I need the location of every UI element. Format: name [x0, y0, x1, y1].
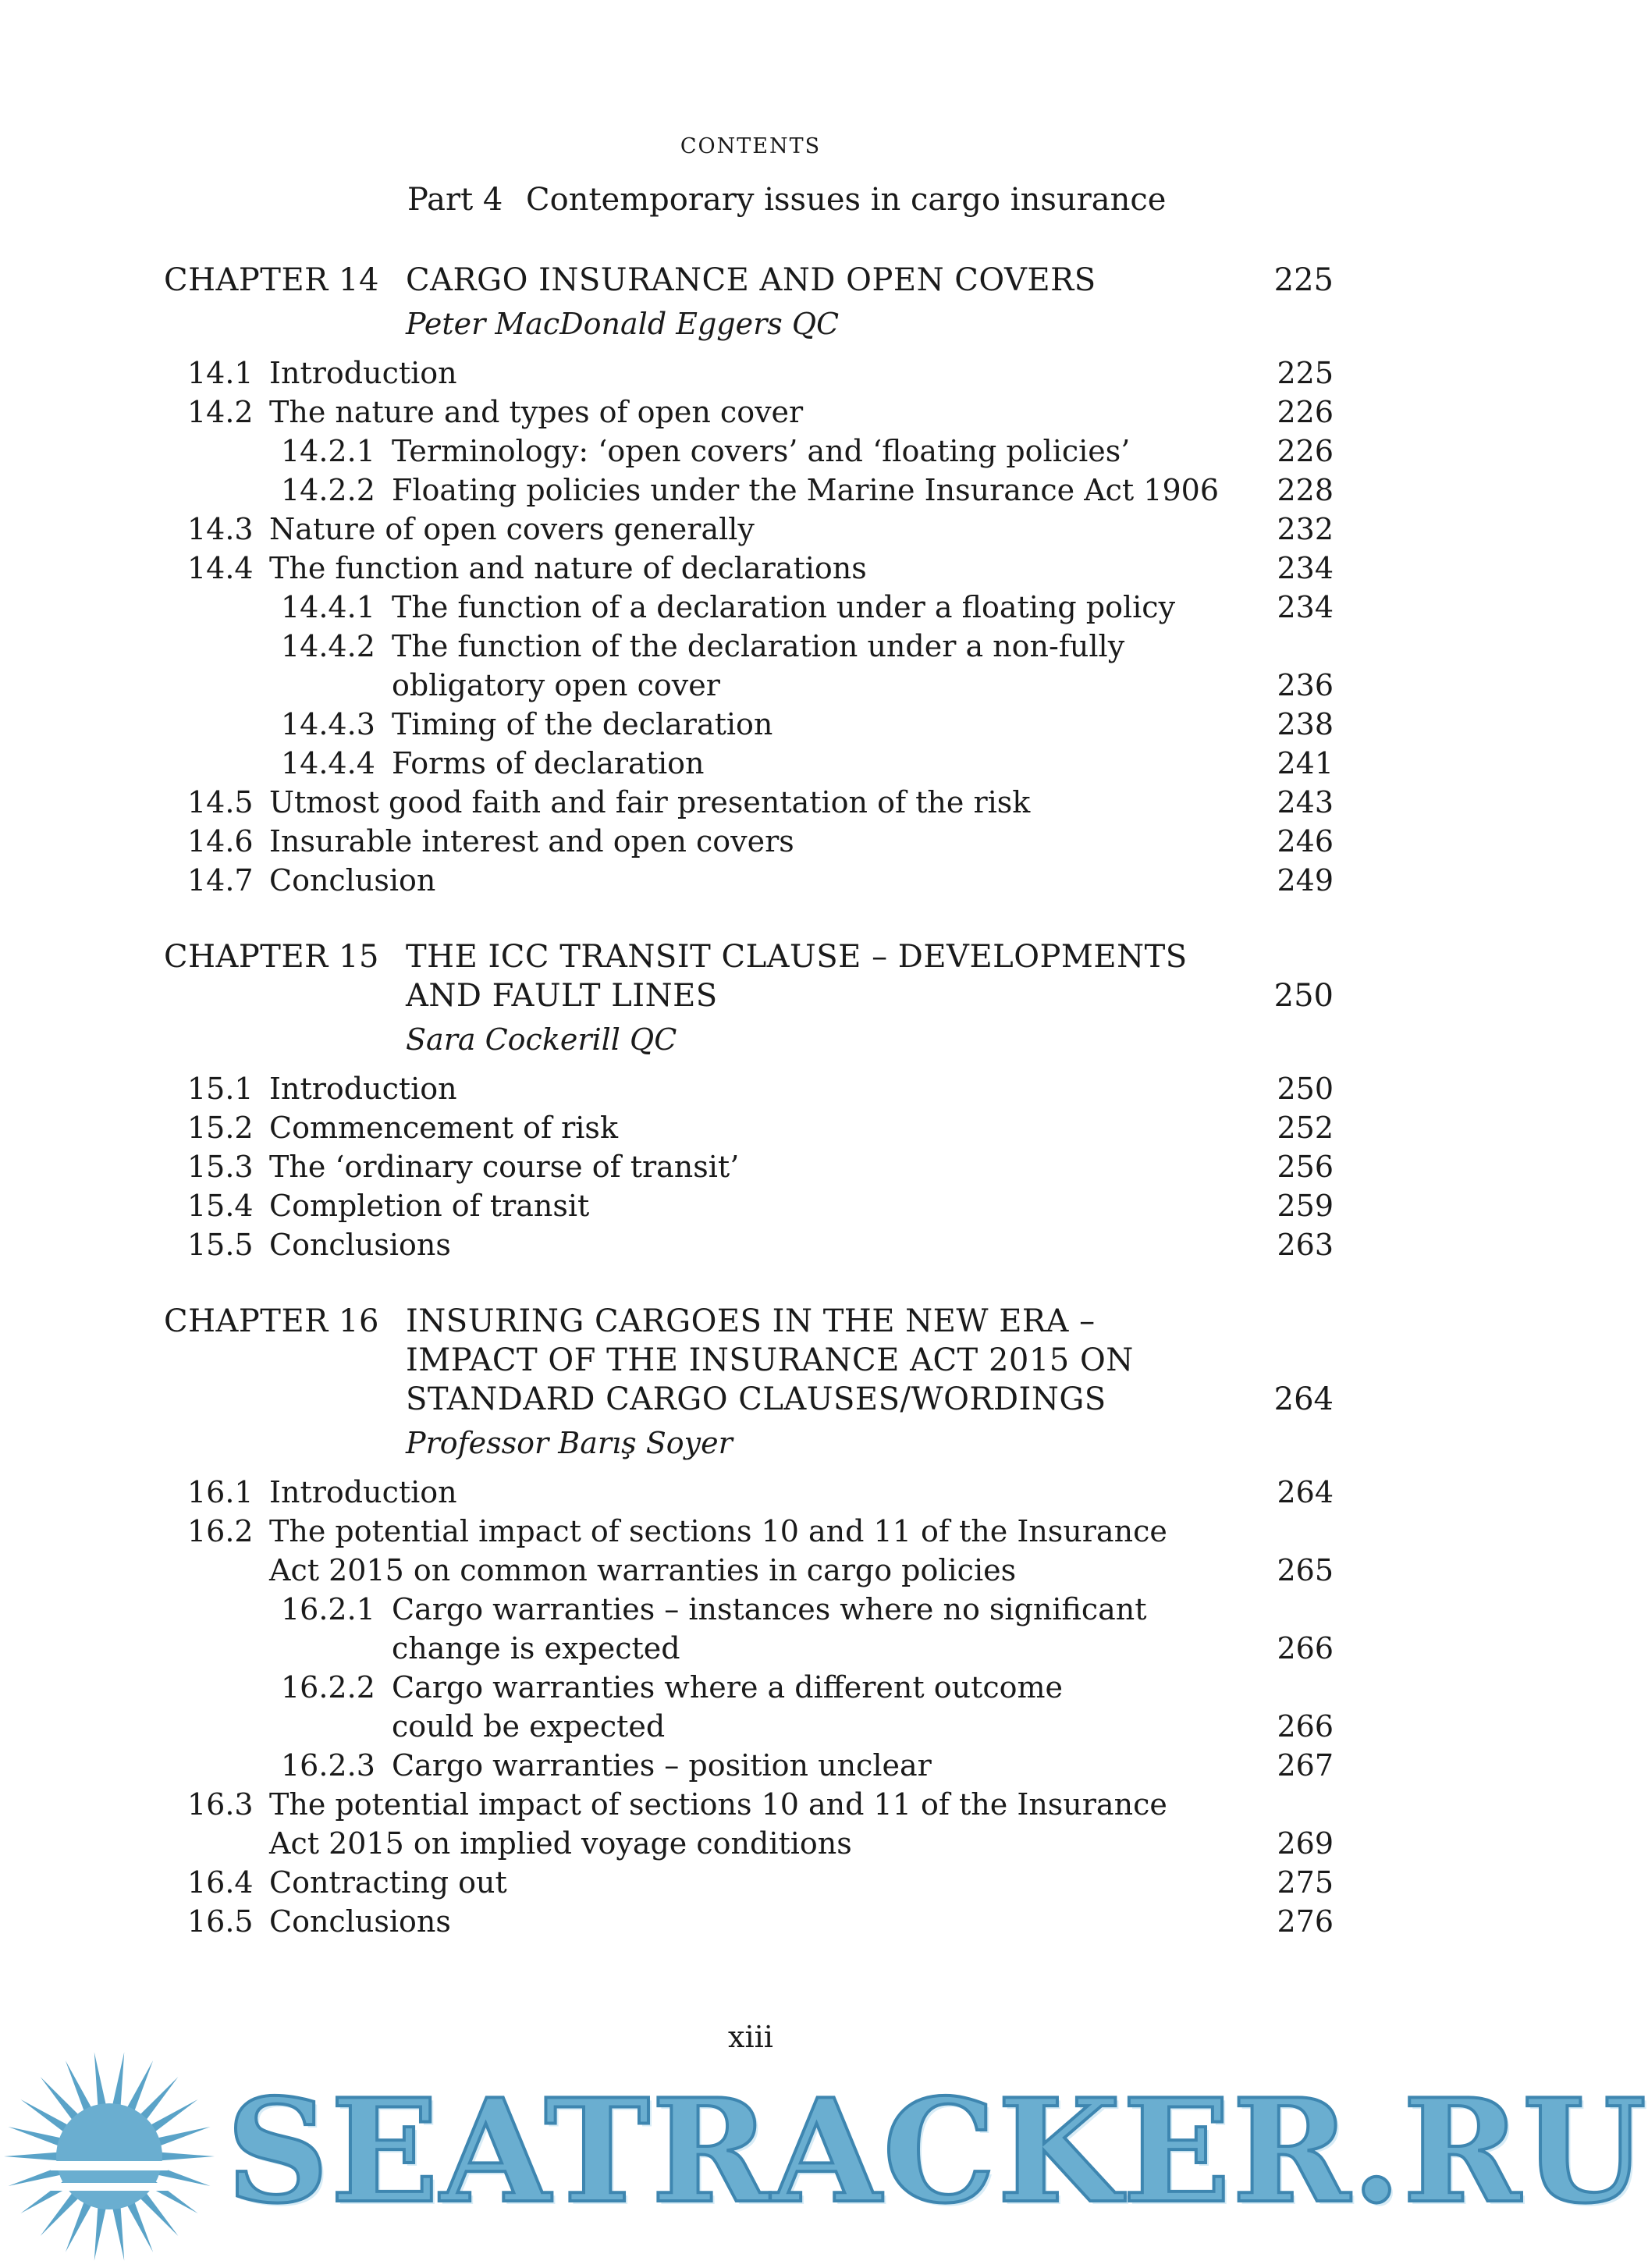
section-page-number: 249: [1277, 863, 1334, 898]
section-page-number: 269: [1277, 1826, 1334, 1861]
chapter-author: [0, 300, 1501, 354]
author-name: Peter MacDonald Eggers QC: [406, 307, 840, 341]
section-title: Introduction: [269, 1475, 457, 1509]
section-title: The function of the declaration under a non-fully: [392, 629, 1125, 663]
section-page-number: 259: [1277, 1189, 1334, 1223]
section-title: Cargo warranties where a different outcome: [392, 1670, 1064, 1705]
toc-entry: [0, 783, 1501, 822]
section-number: 14.6: [187, 824, 254, 858]
section-page-number: 276: [1277, 1904, 1334, 1939]
section-number: 16.3: [187, 1787, 254, 1822]
section-page-number: 232: [1277, 512, 1334, 546]
section-number: 14.7: [187, 863, 254, 898]
toc-entry: [0, 1147, 1501, 1186]
toc-entry: [0, 1902, 1501, 1941]
section-page-number: 267: [1277, 1748, 1334, 1783]
section-number: 16.4: [187, 1865, 254, 1900]
chapter-heading-line: [0, 261, 1501, 300]
toc-entry: [0, 471, 1501, 510]
section-page-number: 266: [1277, 1709, 1334, 1744]
chapter-title: THE ICC TRANSIT CLAUSE – DEVELOPMENTS: [406, 939, 1188, 975]
sun-burst-icon: [4, 2052, 215, 2260]
chapter-heading-line: [0, 1302, 1501, 1341]
chapter-author: [0, 1419, 1501, 1473]
page-folio: xiii: [728, 2020, 773, 2054]
section-page-number: 250: [1277, 1072, 1334, 1106]
section-title: Introduction: [269, 1072, 457, 1106]
section-number: 14.4.3: [281, 707, 375, 741]
section-page-number: 263: [1277, 1228, 1334, 1262]
toc-entry: [0, 1108, 1501, 1147]
toc-entry: [0, 1668, 1501, 1707]
chapter-page-number: 225: [1273, 262, 1334, 298]
chapter-title: STANDARD CARGO CLAUSES/WORDINGS: [406, 1381, 1106, 1417]
section-number: 14.1: [187, 356, 254, 390]
chapter-title: INSURING CARGOES IN THE NEW ERA –: [406, 1303, 1096, 1339]
section-number: 14.4.2: [281, 629, 375, 663]
section-page-number: 266: [1277, 1631, 1334, 1665]
watermark-text: SEATRACKER.RU: [226, 2067, 1648, 2234]
section-number: 14.5: [187, 785, 254, 819]
section-page-number: 226: [1277, 395, 1334, 429]
section-page-number: 225: [1277, 356, 1334, 390]
section-title: Introduction: [269, 356, 457, 390]
section-number: 14.4: [187, 551, 254, 585]
toc-entry: [0, 549, 1501, 588]
section-title-continued: Act 2015 on implied voyage conditions: [269, 1826, 852, 1861]
section-title-continued: obligatory open cover: [392, 668, 720, 702]
chapter-heading-line: [0, 1380, 1501, 1419]
chapter-label: CHAPTER 16: [164, 1303, 379, 1339]
chapter-title: CARGO INSURANCE AND OPEN COVERS: [406, 262, 1096, 298]
chapter-block: [0, 937, 1501, 1264]
toc-entry: [0, 432, 1501, 471]
toc-entry: [0, 393, 1501, 432]
sun-ray: [4, 2152, 61, 2160]
section-page-number: 236: [1277, 668, 1334, 702]
toc-entry: [0, 1551, 1501, 1590]
section-title: Cargo warranties – instances where no significant: [392, 1592, 1147, 1626]
section-title: Nature of open covers generally: [269, 512, 755, 546]
toc-entry: [0, 1590, 1501, 1629]
section-number: 15.2: [187, 1111, 254, 1145]
section-number: 16.2: [187, 1514, 254, 1548]
section-title: Cargo warranties – position unclear: [392, 1748, 932, 1783]
toc-entry: [0, 1186, 1501, 1225]
section-page-number: 234: [1277, 551, 1334, 585]
section-number: 16.2.1: [281, 1592, 375, 1626]
section-title: Forms of declaration: [392, 746, 705, 780]
section-title: The potential impact of sections 10 and 11 of the Insurance: [269, 1787, 1167, 1822]
section-title: Insurable interest and open covers: [269, 824, 794, 858]
sun-ray: [154, 2127, 211, 2147]
part-title: [407, 182, 1166, 218]
section-title: The function and nature of declarations: [269, 551, 867, 585]
toc-entry: [0, 1069, 1501, 1108]
section-title: The potential impact of sections 10 and 11 of the Insurance: [269, 1514, 1167, 1548]
sun-ray: [94, 2052, 107, 2109]
chapter-title: AND FAULT LINES: [406, 978, 718, 1014]
toc-entry: [0, 1473, 1501, 1512]
toc-entry: [0, 627, 1501, 666]
chapter-page-number: 264: [1273, 1381, 1334, 1417]
chapter-title: IMPACT OF THE INSURANCE ACT 2015 ON: [406, 1342, 1134, 1378]
toc-entry: [0, 1629, 1501, 1668]
chapter-heading-line: [0, 976, 1501, 1015]
section-number: 14.2.2: [281, 473, 375, 507]
part-heading: Contemporary issues in cargo insurance: [526, 182, 1167, 218]
section-title: Floating policies under the Marine Insurance Act 1906: [392, 473, 1219, 507]
section-title: Conclusion: [269, 863, 436, 898]
section-page-number: 275: [1277, 1865, 1334, 1900]
section-number: 16.1: [187, 1475, 254, 1509]
toc-entry: [0, 705, 1501, 744]
section-number: 15.1: [187, 1072, 254, 1106]
section-number: 14.2.1: [281, 434, 375, 468]
section-number: 16.5: [187, 1904, 254, 1939]
section-title: The ‘ordinary course of transit’: [269, 1150, 740, 1184]
section-number: 14.4.1: [281, 590, 375, 624]
chapter-author: [0, 1015, 1501, 1069]
toc-entry: [0, 822, 1501, 861]
section-title: Conclusions: [269, 1228, 451, 1262]
section-title: Completion of transit: [269, 1189, 590, 1223]
part-label: Part 4: [407, 182, 503, 218]
author-name: Professor Barış Soyer: [406, 1426, 733, 1460]
section-number: 15.5: [187, 1228, 254, 1262]
chapter-page-number: 250: [1273, 978, 1334, 1014]
toc-entry: [0, 861, 1501, 900]
section-number: 16.2.3: [281, 1748, 375, 1783]
sun-ray: [94, 2203, 107, 2260]
chapter-block: [0, 261, 1501, 900]
table-of-contents: [0, 261, 1501, 1978]
section-title: Utmost good faith and fair presentation of the risk: [269, 785, 1031, 819]
section-page-number: 252: [1277, 1111, 1334, 1145]
section-number: 14.3: [187, 512, 254, 546]
section-title-continued: change is expected: [392, 1631, 680, 1665]
section-page-number: 256: [1277, 1150, 1334, 1184]
section-title-continued: could be expected: [392, 1709, 666, 1744]
chapter-label: CHAPTER 15: [164, 939, 379, 975]
toc-entry: [0, 1225, 1501, 1264]
sun-ray: [112, 2052, 124, 2109]
section-page-number: 241: [1277, 746, 1334, 780]
section-page-number: 228: [1277, 473, 1334, 507]
sun-ray: [112, 2203, 124, 2260]
section-title: Conclusions: [269, 1904, 451, 1939]
section-number: 14.4.4: [281, 746, 375, 780]
toc-entry: [0, 1512, 1501, 1551]
chapter-heading-line: [0, 1341, 1501, 1380]
chapter-heading-line: [0, 937, 1501, 976]
toc-entry: [0, 354, 1501, 393]
section-page-number: 264: [1277, 1475, 1334, 1509]
author-name: Sara Cockerill QC: [406, 1022, 677, 1057]
toc-entry: [0, 1785, 1501, 1824]
section-title: Timing of the declaration: [392, 707, 773, 741]
section-title: Commencement of risk: [269, 1111, 618, 1145]
toc-entry: [0, 1707, 1501, 1746]
toc-entry: [0, 510, 1501, 549]
section-page-number: 238: [1277, 707, 1334, 741]
chapter-block: [0, 1302, 1501, 1941]
section-page-number: 246: [1277, 824, 1334, 858]
section-number: 15.4: [187, 1189, 254, 1223]
sun-ray: [158, 2152, 215, 2160]
section-title: The function of a declaration under a floating policy: [392, 590, 1176, 624]
section-title: The nature and types of open cover: [269, 395, 804, 429]
section-title-continued: Act 2015 on common warranties in cargo policies: [269, 1553, 1017, 1587]
section-number: 16.2.2: [281, 1670, 375, 1705]
toc-entry: [0, 588, 1501, 627]
toc-entry: [0, 1863, 1501, 1902]
section-page-number: 226: [1277, 434, 1334, 468]
toc-entry: [0, 1824, 1501, 1863]
section-number: 14.2: [187, 395, 254, 429]
chapter-label: CHAPTER 14: [164, 262, 379, 298]
section-page-number: 243: [1277, 785, 1334, 819]
toc-entry: [0, 1746, 1501, 1785]
section-page-number: 265: [1277, 1553, 1334, 1587]
toc-entry: [0, 666, 1501, 705]
section-title: Contracting out: [269, 1865, 507, 1900]
toc-entry: [0, 744, 1501, 783]
section-title: Terminology: ‘open covers’ and ‘floating policies’: [392, 434, 1131, 468]
sun-ray: [8, 2127, 64, 2147]
section-page-number: 234: [1277, 590, 1334, 624]
section-number: 15.3: [187, 1150, 254, 1184]
running-head: CONTENTS: [680, 134, 822, 158]
